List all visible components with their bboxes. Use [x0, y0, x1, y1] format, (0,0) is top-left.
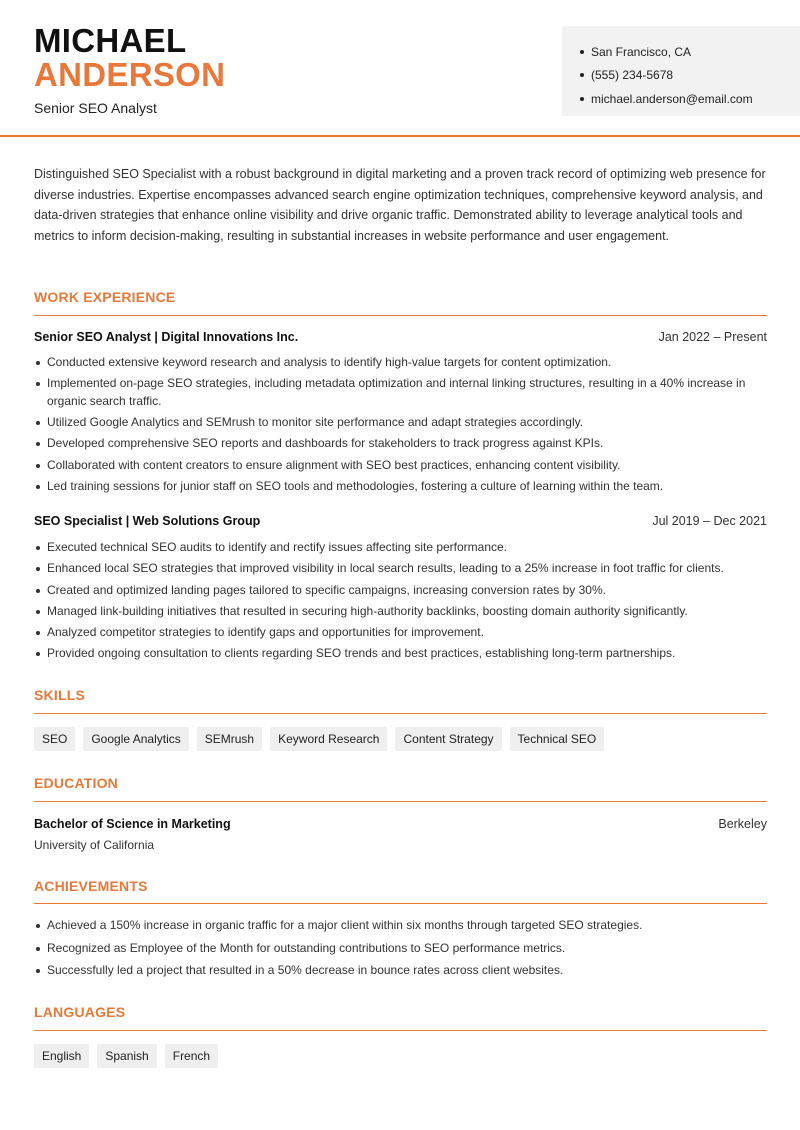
professional-summary: Distinguished SEO Specialist with a robust background in digital marketing and a proven track record of optimizing web presence for diverse industries. Expertise encompasses advanced search engine optimization techniques, comprehensive keyword analysis, and data-driven strategies that enhance online visibility and drive organic traffic. Demonstrated ability to leverage analytical tools and metrics to inform decision-making, resulting in substantial increases in website performance and user engagement.: [34, 167, 766, 243]
list-item: Conducted extensive keyword research and analysis to identify high-value targets for content optimization.: [34, 354, 767, 372]
list-item: Created and optimized landing pages tailored to specific campaigns, increasing conversion rates by 30%.: [34, 582, 767, 600]
language-tag: French: [165, 1044, 218, 1068]
education-location: Berkeley: [718, 817, 767, 831]
skill-tag: Keyword Research: [270, 727, 387, 751]
section-title-achievements: ACHIEVEMENTS: [34, 878, 148, 894]
bullet-icon: [580, 50, 584, 54]
job-title: Senior SEO Analyst: [34, 100, 157, 116]
section-title-languages: LANGUAGES: [34, 1004, 126, 1020]
job-header: [34, 514, 767, 528]
contact-box: [562, 26, 800, 116]
job-bullets: [34, 539, 767, 667]
skill-tag: Google Analytics: [83, 727, 188, 751]
list-item: Achieved a 150% increase in organic traffic for a major client within six months through targeted SEO strategies.: [34, 917, 767, 935]
email-text: michael.anderson@email.com: [591, 91, 753, 106]
job-role: Senior SEO Analyst | Digital Innovations Inc.: [34, 330, 299, 344]
section-divider: [34, 801, 767, 802]
job-dates: Jan 2022 – Present: [658, 330, 767, 344]
list-item: Successfully led a project that resulted in a 50% decrease in bounce rates across client websites.: [34, 962, 767, 980]
section-title-skills: SKILLS: [34, 687, 85, 703]
job-dates: Jul 2019 – Dec 2021: [652, 514, 767, 528]
list-item: Provided ongoing consultation to clients regarding SEO trends and best practices, establishing long-term partnerships.: [34, 645, 767, 663]
section-title-work: WORK EXPERIENCE: [34, 289, 176, 305]
job-role: SEO Specialist | Web Solutions Group: [34, 514, 261, 528]
list-item: Enhanced local SEO strategies that improved visibility in local search results, leading to a 25% increase in foot traffic for clients.: [34, 560, 767, 578]
skill-tag: SEMrush: [197, 727, 262, 751]
language-tags: [34, 1044, 218, 1068]
job-header: [34, 330, 767, 344]
section-divider: [34, 903, 767, 904]
list-item: Analyzed competitor strategies to identify gaps and opportunities for improvement.: [34, 624, 767, 642]
skill-tag: Technical SEO: [510, 727, 605, 751]
degree: Bachelor of Science in Marketing: [34, 817, 231, 831]
skill-tag: SEO: [34, 727, 75, 751]
bullet-icon: [580, 97, 584, 101]
section-divider: [34, 315, 767, 316]
list-item: Led training sessions for junior staff on SEO tools and methodologies, fostering a culture of learning within the team.: [34, 478, 767, 496]
phone-text: (555) 234-5678: [591, 68, 674, 83]
skill-tag: Content Strategy: [395, 727, 501, 751]
school-name: University of California: [34, 838, 155, 852]
list-item: Recognized as Employee of the Month for outstanding contributions to SEO performance metrics.: [34, 940, 767, 958]
list-item: Implemented on-page SEO strategies, including metadata optimization and internal linking structures, resulting in a 40% increase in organic search traffic.: [34, 375, 767, 410]
list-item: Managed link-building initiatives that resulted in securing high-authority backlinks, boosting domain authority significantly.: [34, 603, 767, 621]
section-title-education: EDUCATION: [34, 775, 118, 791]
language-tag: Spanish: [97, 1044, 156, 1068]
list-item: Developed comprehensive SEO reports and dashboards for stakeholders to track progress against KPIs.: [34, 435, 767, 453]
list-item: Executed technical SEO audits to identify and rectify issues affecting site performance.: [34, 539, 767, 557]
section-divider: [34, 713, 767, 714]
list-item: Collaborated with content creators to ensure alignment with SEO best practices, enhancing content visibility.: [34, 457, 767, 475]
education-header: [34, 817, 767, 831]
contact-phone: [580, 64, 800, 88]
location-text: San Francisco, CA: [591, 44, 692, 59]
bullet-icon: [580, 73, 584, 77]
skills-tags: [34, 727, 604, 751]
achievements-list: [34, 917, 767, 985]
last-name: ANDERSON: [34, 56, 226, 93]
list-item: Utilized Google Analytics and SEMrush to monitor site performance and adapt strategies accordingly.: [34, 414, 767, 432]
job-bullets: [34, 354, 767, 499]
section-divider: [34, 1030, 767, 1031]
first-name: MICHAEL: [34, 22, 187, 59]
language-tag: English: [34, 1044, 89, 1068]
contact-location: [580, 40, 800, 64]
resume-header: [0, 0, 800, 137]
contact-email: [580, 87, 800, 111]
